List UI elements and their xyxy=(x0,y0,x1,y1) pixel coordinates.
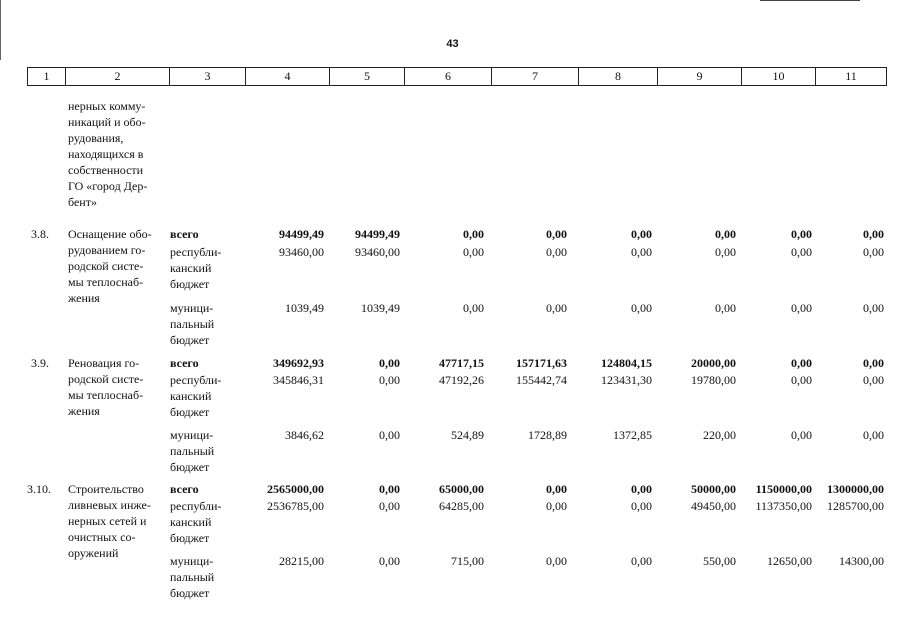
value-col9: 220,00 xyxy=(703,428,736,442)
value-col8: 123431,30 xyxy=(601,373,652,387)
continuation-item-name: нерных комму- никаций и обо- рудования, находящихся в собственности ГО «город Дер- бент» xyxy=(68,99,148,209)
item-number: 3.10. xyxy=(27,482,51,496)
value-col10: 1150000,00 xyxy=(755,482,812,496)
column-header-5: 5 xyxy=(329,67,404,85)
value-col6: 524,89 xyxy=(451,428,484,442)
value-col9: 50000,00 xyxy=(691,482,736,496)
value-col7: 155442,74 xyxy=(516,373,567,387)
column-header-3: 3 xyxy=(169,67,245,85)
value-col8: 0,00 xyxy=(631,554,652,568)
value-col6: 715,00 xyxy=(451,554,484,568)
item-name: Строительство ливневых инже- нерных сетей и очистных со- оружений xyxy=(68,482,151,560)
source-label-municipal: муници- пальный бюджет xyxy=(170,428,215,474)
source-label-total: всего xyxy=(170,482,199,496)
value-col10: 12650,00 xyxy=(767,554,812,568)
value-col9: 550,00 xyxy=(703,554,736,568)
column-header-10: 10 xyxy=(741,67,815,85)
value-col10: 0,00 xyxy=(791,428,812,442)
value-col6: 0,00 xyxy=(463,301,484,315)
column-header-6: 6 xyxy=(404,67,491,85)
source-label-total: всего xyxy=(170,227,199,241)
column-header-11: 11 xyxy=(815,67,887,85)
value-col8: 0,00 xyxy=(631,482,652,496)
value-col7: 1728,89 xyxy=(528,428,567,442)
value-col11: 1300000,00 xyxy=(827,482,884,496)
source-label-republic: республи- канский бюджет xyxy=(170,373,222,419)
item-number: 3.8. xyxy=(31,227,49,241)
column-header-row xyxy=(27,67,887,85)
value-col10: 0,00 xyxy=(791,227,812,241)
value-col11: 0,00 xyxy=(863,227,884,241)
value-col10: 0,00 xyxy=(791,301,812,315)
column-header-2: 2 xyxy=(65,67,169,85)
item-name: Реновация го- родской систе- мы теплоснаб- жения xyxy=(68,356,144,418)
top-rule xyxy=(760,0,860,1)
value-col7: 0,00 xyxy=(546,482,567,496)
value-col5: 0,00 xyxy=(379,499,400,513)
value-col5: 0,00 xyxy=(379,373,400,387)
source-label-total: всего xyxy=(170,356,199,370)
value-col10: 0,00 xyxy=(791,245,812,259)
value-col6: 47717,15 xyxy=(439,356,484,370)
value-col4: 94499,49 xyxy=(279,227,324,241)
value-col10: 1137350,00 xyxy=(755,499,812,513)
value-col5: 0,00 xyxy=(379,482,400,496)
source-label-municipal: муници- пальный бюджет xyxy=(170,301,215,347)
column-header-8: 8 xyxy=(578,67,657,85)
left-margin-rule xyxy=(0,0,1,60)
source-label-republic: республи- канский бюджет xyxy=(170,499,222,545)
value-col9: 0,00 xyxy=(715,245,736,259)
column-header-9: 9 xyxy=(657,67,741,85)
value-col4: 1039,49 xyxy=(285,301,324,315)
value-col7: 0,00 xyxy=(546,227,567,241)
item-name: Оснащение обо- рудованием го- родской систе- мы теплоснаб- жения xyxy=(68,227,152,305)
value-col5: 0,00 xyxy=(379,428,400,442)
column-header-4: 4 xyxy=(245,67,329,85)
value-col4: 3846,62 xyxy=(285,428,324,442)
table-header-bottom-border xyxy=(27,85,887,86)
value-col6: 0,00 xyxy=(463,227,484,241)
value-col9: 20000,00 xyxy=(691,356,736,370)
value-col10: 0,00 xyxy=(791,356,812,370)
value-col6: 0,00 xyxy=(463,245,484,259)
value-col11: 14300,00 xyxy=(839,554,884,568)
value-col6: 64285,00 xyxy=(439,499,484,513)
value-col4: 345846,31 xyxy=(273,373,324,387)
value-col8: 124804,15 xyxy=(601,356,652,370)
value-col4: 2565000,00 xyxy=(267,482,324,496)
column-header-7: 7 xyxy=(491,67,578,85)
value-col6: 65000,00 xyxy=(439,482,484,496)
value-col4: 93460,00 xyxy=(279,245,324,259)
value-col10: 0,00 xyxy=(791,373,812,387)
value-col7: 0,00 xyxy=(546,301,567,315)
value-col7: 0,00 xyxy=(546,554,567,568)
value-col11: 0,00 xyxy=(863,373,884,387)
value-col11: 0,00 xyxy=(863,301,884,315)
value-col9: 49450,00 xyxy=(691,499,736,513)
value-col11: 1285700,00 xyxy=(827,499,884,513)
value-col11: 0,00 xyxy=(863,428,884,442)
value-col5: 0,00 xyxy=(379,554,400,568)
item-number: 3.9. xyxy=(31,356,49,370)
value-col9: 0,00 xyxy=(715,301,736,315)
source-label-municipal: муници- пальный бюджет xyxy=(170,554,215,600)
value-col7: 0,00 xyxy=(546,499,567,513)
value-col4: 349692,93 xyxy=(273,356,324,370)
source-label-republic: республи- канский бюджет xyxy=(170,245,222,291)
value-col11: 0,00 xyxy=(863,245,884,259)
value-col5: 93460,00 xyxy=(355,245,400,259)
value-col9: 0,00 xyxy=(715,227,736,241)
value-col6: 47192,26 xyxy=(439,373,484,387)
value-col7: 0,00 xyxy=(546,245,567,259)
value-col8: 0,00 xyxy=(631,227,652,241)
value-col4: 2536785,00 xyxy=(267,499,324,513)
value-col8: 1372,85 xyxy=(613,428,652,442)
value-col5: 1039,49 xyxy=(361,301,400,315)
value-col8: 0,00 xyxy=(631,245,652,259)
value-col7: 157171,63 xyxy=(516,356,567,370)
value-col4: 28215,00 xyxy=(279,554,324,568)
value-col5: 94499,49 xyxy=(355,227,400,241)
column-header-1: 1 xyxy=(27,67,65,85)
value-col9: 19780,00 xyxy=(691,373,736,387)
page-number: 43 xyxy=(446,38,459,50)
value-col8: 0,00 xyxy=(631,499,652,513)
value-col11: 0,00 xyxy=(863,356,884,370)
value-col5: 0,00 xyxy=(379,356,400,370)
value-col8: 0,00 xyxy=(631,301,652,315)
